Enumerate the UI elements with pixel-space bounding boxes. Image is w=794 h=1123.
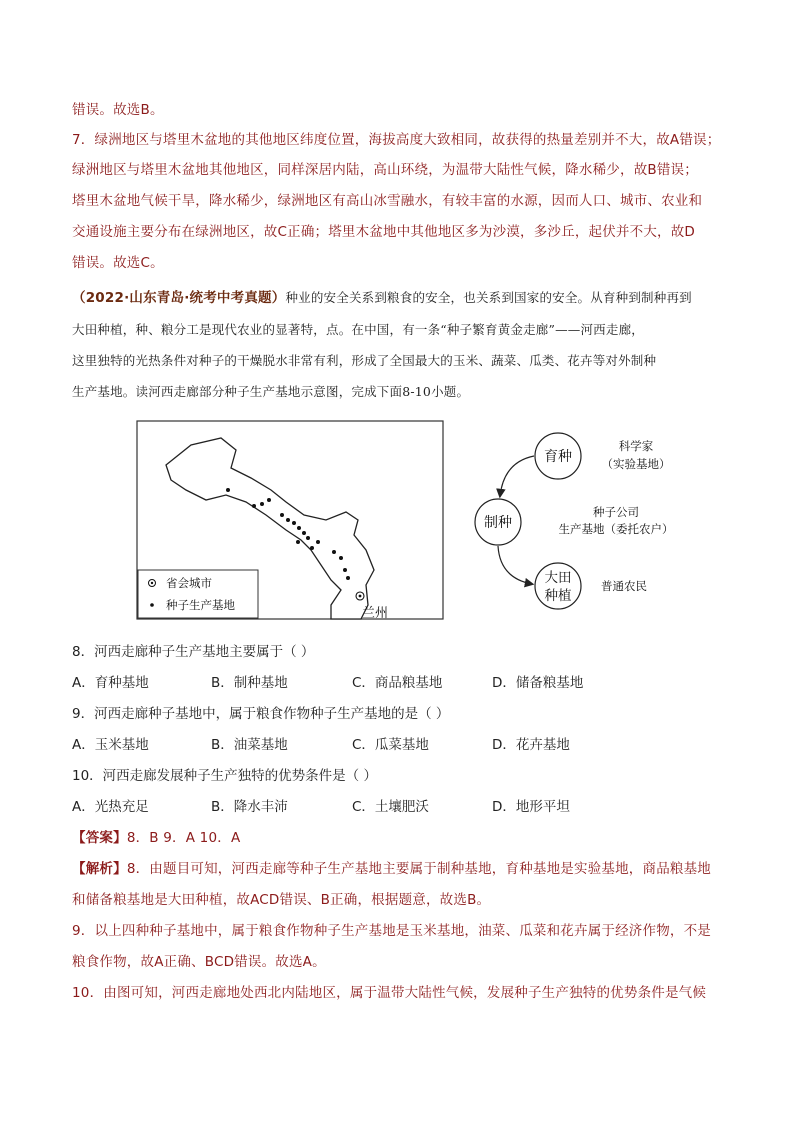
seed-base-dot [226,488,230,492]
legend-base-label: 种子生产基地 [166,598,235,612]
intro-line-4: 生产基地。读河西走廊部分种子生产基地示意图，完成下面8-10小题。 [72,384,470,399]
question-9-option-d: D．花卉基地 [492,737,570,753]
question-9-option-c: C．瓜菜基地 [352,737,429,753]
question-8-option-a: A．育种基地 [72,675,149,691]
question-8-option-d: D．储备粮基地 [492,675,584,691]
seed-flow-diagram [466,424,696,614]
source-tag: （2022·山东青岛·统考中考真题） [72,290,286,306]
lanzhou-label: 兰州 [362,606,389,621]
node-field-planting-label-1: 大田 [544,570,572,586]
analysis-tag: 【解析】 [72,861,127,877]
analysis-line-4: 粮食作物，故A正确、BCD错误。故选A。 [72,954,326,970]
arrow-breeding-to-production [500,456,534,496]
question-10-option-b: B．降水丰沛 [211,799,288,815]
seed-base-dot [286,518,290,522]
answer-text: 8．B 9．A 10．A [126,830,241,846]
question-10-stem: 10．河西走廊发展种子生产独特的优势条件是（ ） [72,768,377,784]
label-seed-company: 种子公司 [593,505,639,519]
question-8-option-c: C．商品粮基地 [352,675,443,691]
seed-base-dot [339,556,343,560]
answer-tag: 【答案】 [72,830,127,846]
question-8-stem: 8．河西走廊种子生产基地主要属于（ ） [72,644,315,660]
analysis-line-5: 10．由图可知，河西走廊地处西北内陆地区，属于温带大陆性气候，发展种子生产独特的优势条件是气候 [72,985,707,1001]
lanzhou-marker-center [359,595,362,598]
node-seed-production-label: 制种 [484,515,512,531]
q7-explanation-line-2: 绿洲地区与塔里木盆地其他地区，同样深居内陆，高山环绕，为温带大陆性气候，降水稀少，故B错误； [72,162,698,178]
label-scientists: 科学家 [618,439,654,453]
intro-text-1: 种业的安全关系到粮食的安全，也关系到国家的安全。从育种到制种再到 [285,290,692,305]
arrow-production-to-planting [498,546,532,584]
hexi-corridor-map [136,420,446,622]
analysis-text-1: 8．由题目可知，河西走廊等种子生产基地主要属于制种基地，育种基地是实验基地，商品粮基地 [126,861,712,877]
label-production-base: 生产基地（委托农户） [558,522,674,536]
label-farmers: 普通农民 [601,579,647,593]
analysis-line-2: 和储备粮基地是大田种植，故ACD错误、B正确，根据题意，故选B。 [72,892,491,908]
q7-explanation-line-3: 塔里木盆地气候干旱，降水稀少，绿洲地区有高山冰雪融水，有较丰富的水源，因而人口、城市、农业和 [72,193,703,209]
intro-line-2: 大田种植，种、粮分工是现代农业的显著特，点。在中国，有一条“种子繁育黄金走廊”——河西走廊， [72,322,644,337]
seed-base-dot [292,521,296,525]
seed-base-dot [252,504,256,508]
question-8-option-b: B．制种基地 [211,675,288,691]
question-10-option-c: C．土壤肥沃 [352,799,429,815]
seed-base-dot [296,540,300,544]
q7-explanation-line-4: 交通设施主要分布在绿洲地区，故C正确；塔里木盆地中其他地区多为沙漠，多沙丘，起伏并不大，故D [72,224,696,240]
analysis-line-1 [72,859,722,879]
legend-capital-label: 省会城市 [166,576,212,590]
question-10-option-d: D．地形平坦 [492,799,570,815]
seed-base-dot [302,531,306,535]
previous-answer-tail: 错误。故选B。 [72,102,164,118]
question-10-option-a: A．光热充足 [72,799,149,815]
seed-base-dot [267,498,271,502]
intro-first-line [72,288,722,308]
question-9-option-b: B．油菜基地 [211,737,288,753]
seed-base-dot [346,576,350,580]
q7-explanation-line-1: 7．绿洲地区与塔里木盆地的其他地区纬度位置，海拔高度大致相同，故获得的热量差别并不大，故A错误； [72,132,721,148]
seed-base-dot [280,513,284,517]
seed-base-dot [332,550,336,554]
seed-base-dot [310,546,314,550]
seed-base-dot [316,540,320,544]
analysis-line-3: 9．以上四种种子基地中，属于粮食作物种子生产基地是玉米基地，油菜、瓜菜和花卉属于经济作物，不是 [72,923,711,939]
label-lab-base: （实验基地） [601,457,671,471]
seed-base-dot [260,502,264,506]
question-9-stem: 9．河西走廊种子基地中，属于粮食作物种子生产基地的是（ ） [72,706,450,722]
node-breeding-label: 育种 [544,449,572,465]
node-field-planting-label-2: 种植 [544,588,572,604]
seed-base-dot [297,526,301,530]
q7-explanation-line-5: 错误。故选C。 [72,255,164,271]
answer-line [72,828,722,848]
legend-base-icon [150,603,154,607]
question-9-option-a: A．玉米基地 [72,737,149,753]
seed-base-dot [343,568,347,572]
seed-base-dot [306,536,310,540]
intro-line-3: 这里独特的光热条件对种子的干燥脱水非常有利，形成了全国最大的玉米、蔬菜、瓜类、花卉等对外制种 [72,353,657,368]
